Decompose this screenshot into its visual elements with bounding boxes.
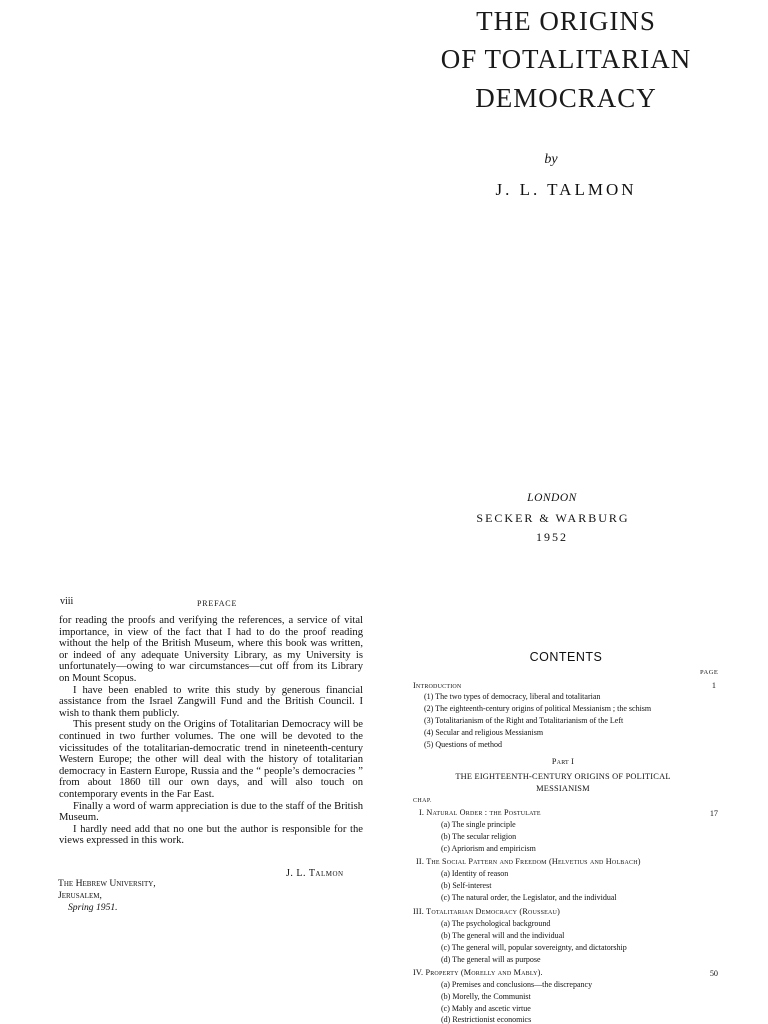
preface-paragraph: Finally a word of warm appreciation is due to the staff of the British Museum.	[59, 800, 363, 824]
toc-intro-item: (3) Totalitarianism of the Right and Totalitarianism of the Left	[424, 716, 624, 725]
toc-introduction: Introduction	[413, 681, 462, 690]
preface-signature: J. L. Talmon	[286, 868, 344, 879]
toc-part-label: Part I	[551, 757, 575, 766]
toc-chapter-item: (a) The single principle	[441, 820, 516, 829]
running-head: PREFACE	[197, 599, 238, 608]
toc-chapter-item: (b) The secular religion	[441, 832, 517, 841]
toc-chapter-item: (b) Morelly, the Communist	[441, 992, 531, 1001]
preface-date: Spring 1951.	[68, 902, 118, 913]
preface-paragraph: I have been enabled to write this study by generous financial assistance from the Israel Zangwill Fund and the British Council. I wish to thank them publicly.	[59, 684, 363, 719]
toc-chapter-item: (c) The general will, popular sovereignty, and dictatorship	[441, 943, 627, 952]
book-title-line-1: THE ORIGINS	[476, 6, 656, 36]
toc-intro-item: (5) Questions of method	[424, 740, 502, 749]
book-title-line-2: OF TOTALITARIAN	[440, 44, 692, 74]
preface-paragraph: for reading the proofs and verifying the references, a service of vital importance, in view of the fact that I had to do the proof reading without the help of the British Museum, where this book was written, or indeed of any adequate University Library, as my University is unfortunately—owing to war circumstances—cut off from its Library on Mount Scopus.	[59, 615, 363, 684]
toc-part-title: MESSIANISM	[536, 784, 590, 793]
preface-paragraph: This present study on the Origins of Totalitarian Democracy will be continued in two further volumes. The one will be devoted to the vicissitudes of the totalitarian-democratic trend in nineteenth-century Western Europe; the other will deal with the history of totalitarian democracy in Eastern Europe, Russia and the “ people’s democracies ” from about 1860 till our own days, and will also touch on contemporary events in the Far East.	[59, 719, 363, 800]
toc-chapter: IV. Property (Morelly and Mably).	[413, 968, 543, 977]
toc-chapter-item: (a) Identity of reason	[441, 869, 509, 878]
address-line: Jerusalem,	[58, 890, 102, 901]
author-name: J. L. TALMON	[495, 180, 637, 199]
toc-chapter-item: (a) Premises and conclusions—the discrepancy	[441, 980, 593, 989]
imprint-city: LONDON	[527, 492, 577, 504]
toc-intro-item: (1) The two types of democracy, liberal and totalitarian	[424, 692, 601, 701]
toc-chapter-item: (d) The general will as purpose	[441, 955, 541, 964]
page-column-header: PAGE	[700, 669, 719, 676]
toc-chapter-item: (c) The natural order, the Legislator, and the individual	[441, 893, 617, 902]
preface-paragraph: I hardly need add that no one but the author is responsible for the views expressed in this work.	[59, 823, 363, 847]
toc-chapter: III. Totalitarian Democracy (Rousseau)	[413, 907, 561, 916]
toc-intro-item: (4) Secular and religious Messianism	[424, 728, 544, 737]
imprint-year: 1952	[536, 530, 568, 544]
contents-title: CONTENTS	[529, 650, 603, 664]
toc-chapter-item: (b) The general will and the individual	[441, 931, 565, 940]
toc-chapter-item: (c) Apriorism and empiricism	[441, 844, 536, 853]
toc-chapter: I. Natural Order : the Postulate	[419, 808, 541, 817]
toc-chapter-item: (d) Restrictionist economics	[441, 1015, 532, 1024]
imprint-publisher: SECKER & WARBURG	[476, 511, 630, 525]
toc-intro-item: (2) The eighteenth-century origins of political Messianism ; the schism	[424, 704, 652, 713]
toc-page-number: 17	[709, 809, 718, 818]
toc-chapter-item: (a) The psychological background	[441, 919, 551, 928]
toc-chapter: II. The Social Pattern and Freedom (Helvetius and Holbach)	[416, 857, 641, 866]
book-title-line-3: DEMOCRACY	[475, 83, 657, 113]
toc-chapter-item: (c) Mably and ascetic virtue	[441, 1004, 531, 1013]
toc-page-number: 1	[711, 681, 716, 690]
address-line: The Hebrew University,	[58, 878, 156, 889]
toc-page-number: 50	[709, 969, 718, 978]
page-number: viii	[60, 596, 74, 607]
toc-chap-label: CHAP.	[413, 798, 432, 804]
toc-part-title: THE EIGHTEENTH-CENTURY ORIGINS OF POLITICAL	[455, 772, 671, 781]
toc-chapter-item: (b) Self-interest	[441, 881, 492, 890]
by-line: by	[544, 152, 558, 167]
